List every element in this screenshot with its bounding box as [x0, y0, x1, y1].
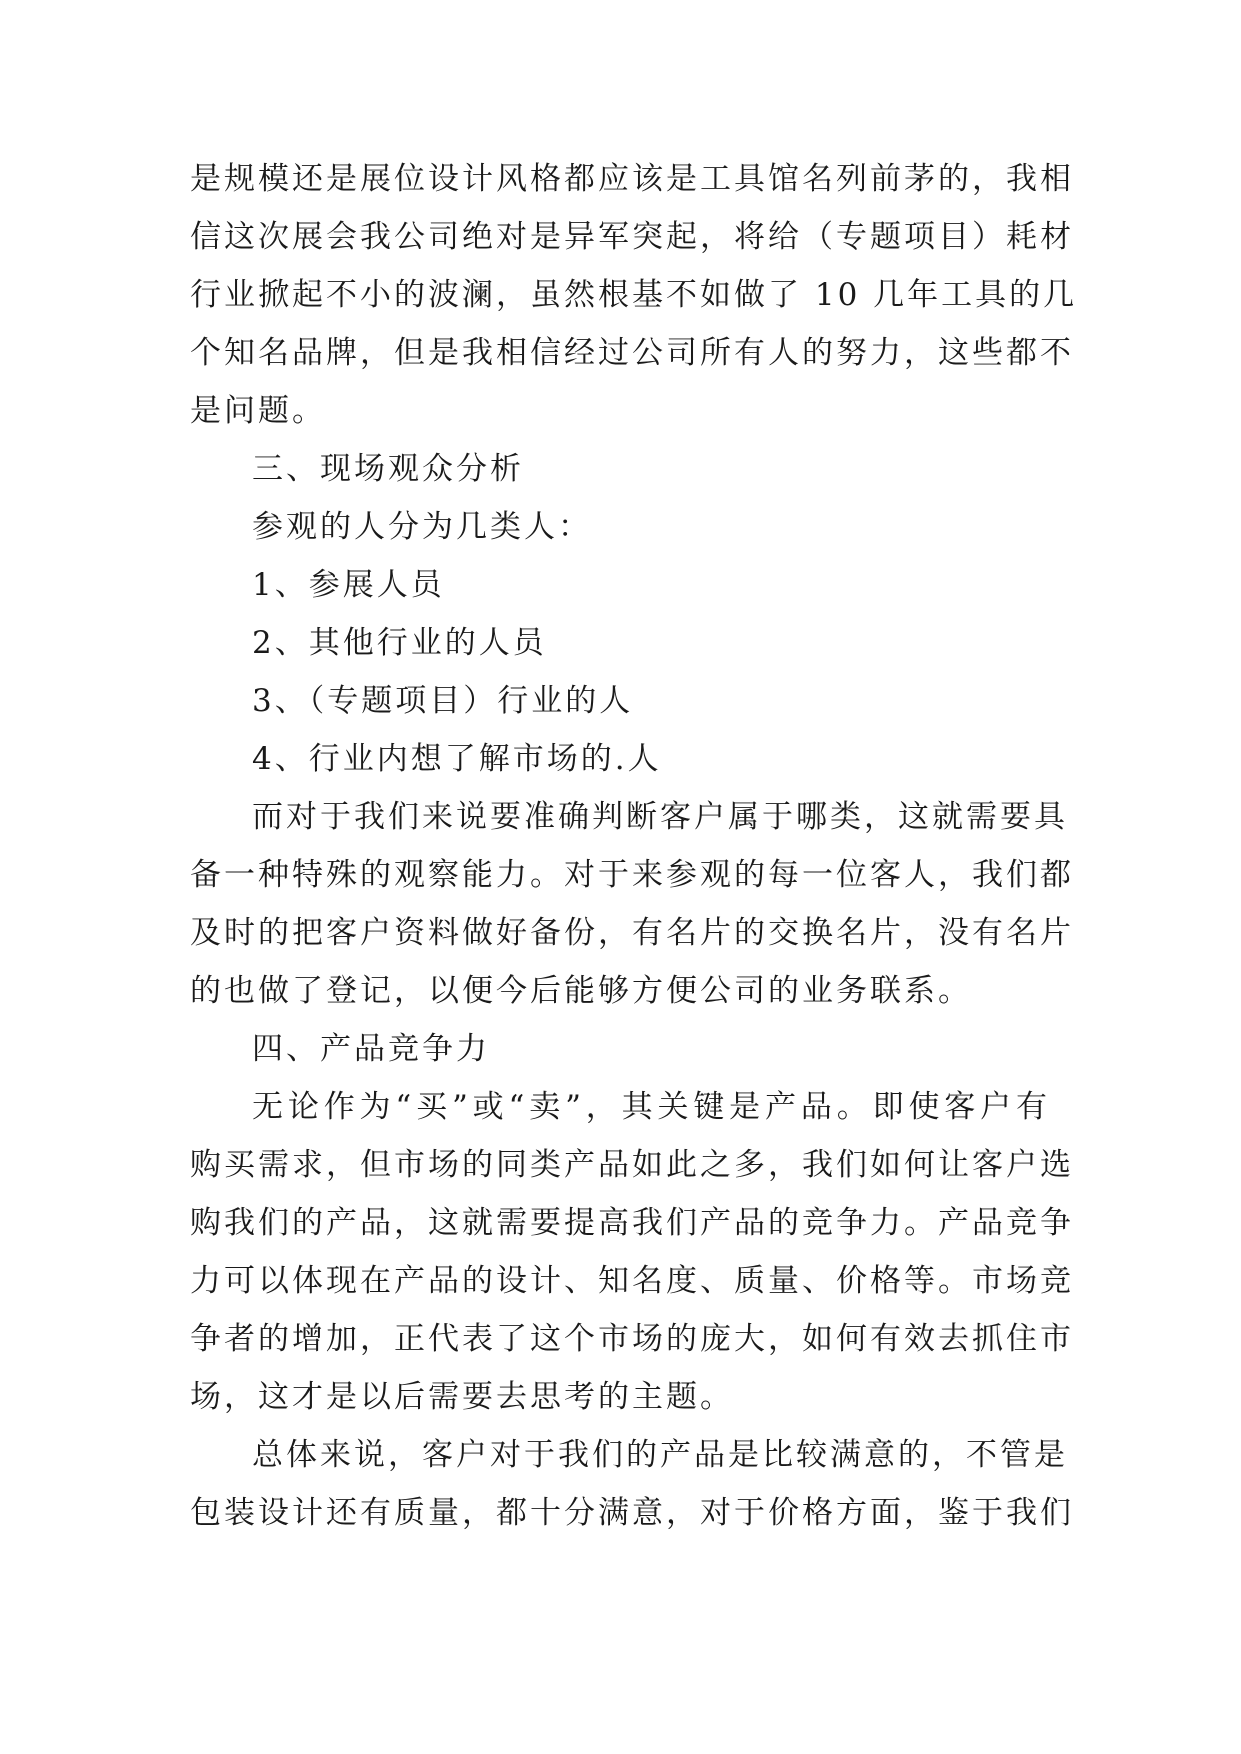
text-line: 购买需求，但市场的同类产品如此之多，我们如何让客户选: [190, 1147, 1074, 1183]
list-item: 4、行业内想了解市场的.人: [252, 741, 662, 777]
text-line: 包装设计还有质量，都十分满意，对于价格方面，鉴于我们: [190, 1495, 1074, 1531]
text-line: 行业掀起不小的波澜，虽然根基不如做了 10 几年工具的几: [190, 277, 1078, 313]
list-item: 2、其他行业的人员: [252, 625, 547, 661]
text-line: 无论作为“买”或“卖”，其关键是产品。即使客户有: [252, 1089, 1050, 1125]
document-page: [190, 150, 1078, 1542]
text-line: 总体来说，客户对于我们的产品是比较满意的，不管是: [252, 1437, 1068, 1473]
text-line: 信这次展会我公司绝对是异军突起，将给（专题项目）耗材: [190, 219, 1074, 255]
section-heading: 四、产品竞争力: [252, 1031, 490, 1067]
text-line: 争者的增加，正代表了这个市场的庞大，如何有效去抓住市: [190, 1321, 1074, 1357]
text-line: 及时的把客户资料做好备份，有名片的交换名片，没有名片: [190, 915, 1074, 951]
text-line: 的也做了登记，以便今后能够方便公司的业务联系。: [190, 973, 972, 1009]
section-heading: 三、现场观众分析: [252, 451, 524, 487]
text-line: 是问题。: [190, 393, 326, 429]
text-line: 场，这才是以后需要去思考的主题。: [190, 1379, 734, 1415]
text-line: 购我们的产品，这就需要提高我们产品的竞争力。产品竞争: [190, 1205, 1074, 1241]
text-line: 参观的人分为几类人：: [252, 509, 592, 545]
text-line: 力可以体现在产品的设计、知名度、质量、价格等。市场竞: [190, 1263, 1074, 1299]
list-item: 3、（专题项目）行业的人: [252, 683, 634, 719]
list-item: 1、参展人员: [252, 567, 445, 603]
text-line: 而对于我们来说要准确判断客户属于哪类，这就需要具: [252, 799, 1068, 835]
text-line: 是规模还是展位设计风格都应该是工具馆名列前茅的，我相: [190, 161, 1074, 197]
text-line: 备一种特殊的观察能力。对于来参观的每一位客人，我们都: [190, 857, 1074, 893]
text-line: 个知名品牌，但是我相信经过公司所有人的努力，这些都不: [190, 335, 1074, 371]
